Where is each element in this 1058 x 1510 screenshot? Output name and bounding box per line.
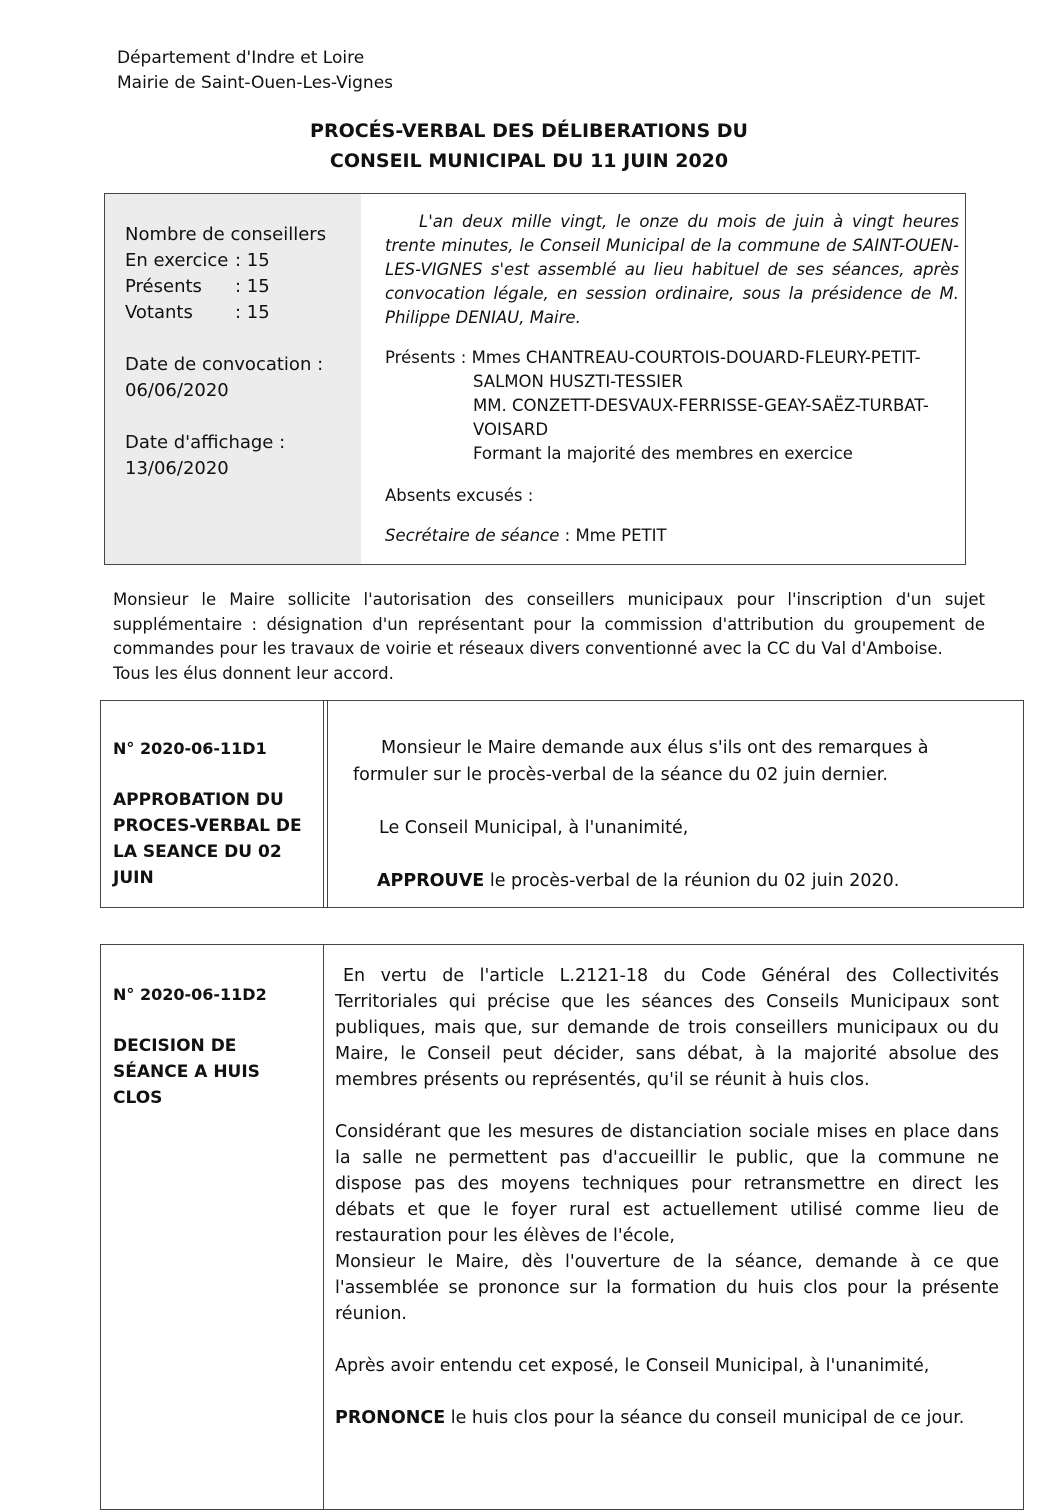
deliberation-1 (100, 700, 1024, 908)
votants-row (125, 300, 326, 326)
decision-keyword: PRONONCE (335, 1408, 446, 1428)
secretaire-label: Secrétaire de séance (385, 526, 560, 545)
preamble-accord: Tous les élus donnent leur accord. (113, 663, 394, 683)
title-line-2: CONSEIL MUNICIPAL DU 11 JUIN 2020 (329, 150, 729, 172)
exercice-row (125, 248, 326, 274)
presents-label: Présents (125, 276, 202, 297)
delib-body (353, 735, 993, 895)
preamble (113, 588, 985, 686)
delib-subject: DECISION DE SÉANCE A HUIS CLOS (113, 1036, 260, 1108)
document-header (117, 46, 393, 96)
mairie-line: Mairie de Saint-Ouen-Les-Vignes (117, 73, 394, 93)
delib-number: N° 2020-06-11D1 (113, 739, 267, 758)
secretaire-value: : Mme PETIT (564, 526, 667, 545)
delib-decision (335, 1405, 999, 1431)
department-line: Département d'Indre et Loire (117, 48, 365, 68)
summary-panel (105, 194, 361, 564)
presents-mmes-1: Mmes CHANTREAU-COURTOIS-DOUARD-FLEURY-PETIT- (471, 348, 921, 367)
convocation-label: Date de convocation : (125, 354, 324, 375)
exercice-label: En exercice (125, 250, 229, 271)
session-details (385, 210, 959, 548)
page-title (0, 116, 1058, 176)
delib-paragraph: Considérant que les mesures de distanciation sociale mises en place dans la salle ne permettent pas d'accueillir le public, que la commune ne dispose pas des moyens techniques pour retransmettre en direct les débats et que le foyer rural est actuellement utilisé comme lieu de restauration pour les élèves de l'école, (335, 1122, 999, 1246)
deliberation-2 (100, 944, 1024, 1510)
conseillers-label: Nombre de conseillers (125, 224, 327, 245)
session-intro: L'an deux mille vingt, le onze du mois de juin à vingt heures trente minutes, le Conseil Municipal de la commune de SAINT-OUEN-LES-VIGNES s'est assemblé au lieu habituel de ses séances, après convocation légale, en session ordinaire, sous la présidence de M. Philippe DENIAU, Maire. (385, 212, 959, 327)
majorite-line: Formant la majorité des membres en exercice (473, 444, 853, 463)
delib-body (335, 963, 999, 1431)
exercice-value: : 15 (235, 250, 270, 271)
convocation-date: 06/06/2020 (125, 380, 229, 401)
delib-subject: APPROBATION DU PROCES-VERBAL DE LA SEANCE DU 02 JUIN (113, 790, 302, 888)
preamble-text: Monsieur le Maire sollicite l'autorisation des conseillers municipaux pour l'inscription d'un sujet supplémentaire : désignation d'un représentant pour la commission d'attribution du groupement de commandes pour les travaux de voirie et réseaux divers conventionné avec la CC du Val d'Amboise. (113, 590, 985, 658)
delib-paragraph: Monsieur le Maire, dès l'ouverture de la séance, demande à ce que l'assemblée se prononce sur la formation du huis clos pour la présente réunion. (335, 1252, 999, 1324)
secretaire-line (385, 524, 959, 548)
presents-mm-1: MM. CONZETT-DESVAUX-FERRISSE-GEAY-SAËZ-TURBAT- (473, 396, 929, 415)
session-info-box (104, 193, 966, 565)
column-divider (327, 701, 328, 907)
delib-paragraph: Après avoir entendu cet exposé, le Conseil Municipal, à l'unanimité, (335, 1356, 930, 1376)
presents-value: : 15 (235, 276, 270, 297)
column-divider (323, 945, 324, 1509)
delib-paragraph: Le Conseil Municipal, à l'unanimité, (379, 818, 689, 838)
title-line-1: PROCÉS-VERBAL DES DÉLIBERATIONS DU (310, 120, 748, 142)
delib-number: N° 2020-06-11D2 (113, 985, 267, 1004)
absents-line: Absents excusés : (385, 486, 534, 505)
votants-label: Votants (125, 302, 193, 323)
decision-text: le procès-verbal de la réunion du 02 juin 2020. (484, 871, 900, 891)
delib-paragraph: Monsieur le Maire demande aux élus s'ils ont des remarques à formuler sur le procès-verbal de la séance du 02 juin dernier. (353, 738, 929, 785)
presents-mm-2: VOISARD (473, 420, 549, 439)
affichage-date: 13/06/2020 (125, 458, 229, 479)
presents-heading: Présents : (385, 348, 467, 367)
votants-value: : 15 (235, 302, 270, 323)
delib-decision (353, 868, 993, 895)
decision-text: le huis clos pour la séance du conseil municipal de ce jour. (445, 1408, 965, 1428)
delib-paragraph: En vertu de l'article L.2121-18 du Code Général des Collectivités Territoriales qui précise que les séances des Conseils Municipaux sont publiques, mais que, sur demande de trois conseillers municipaux ou du Maire, le Conseil peut décider, sans débat, à la majorité absolue des membres présents ou représentés, qu'il se réunit à huis clos. (335, 966, 999, 1090)
decision-keyword: APPROUVE (377, 871, 485, 891)
presents-row (125, 274, 326, 300)
column-divider (323, 701, 324, 907)
presents-mmes-2: SALMON HUSZTI-TESSIER (473, 372, 683, 391)
affichage-label: Date d'affichage : (125, 432, 286, 453)
presents-block (385, 346, 959, 466)
